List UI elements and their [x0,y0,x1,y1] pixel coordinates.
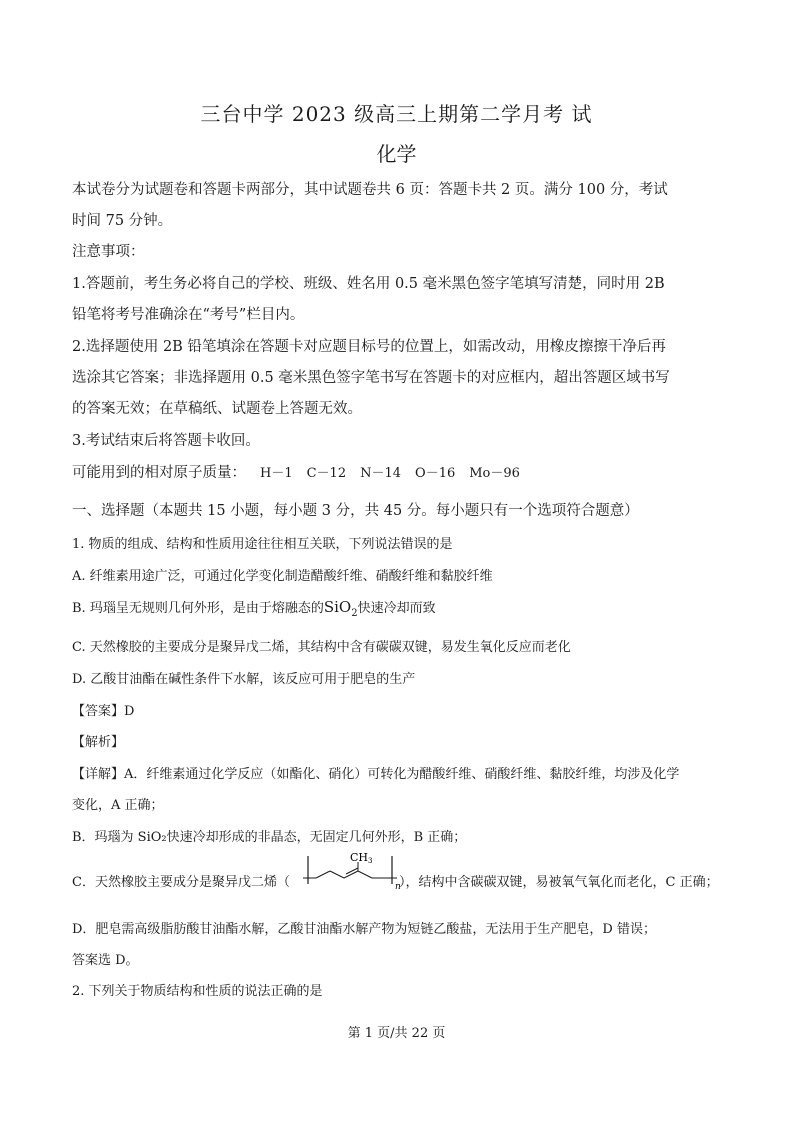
atomic-mass-o: O－16 [415,466,456,481]
notice-3: 3.考试结束后将答题卡收回。 [72,433,260,449]
atomic-mass-line [72,461,520,482]
detail-b: B．玛瑙为 SiO₂快速冷却形成的非晶态，无固定几何外形，B 正确； [72,830,467,845]
subject-title: 化学 [376,142,417,166]
question-1-option-b [72,597,436,619]
answer-value: D [124,704,135,719]
notice-title: 注意事项： [72,244,145,260]
ch3-label: CH [350,851,369,864]
detail-conclusion: 答案选 D。 [72,953,139,968]
detail-tag: 【详解】 [72,767,125,782]
sio2-formula: SiO$_2$ [323,598,358,619]
detail-d: D．肥皂需高级脂肪酸甘油酯水解，乙酸甘油酯水解产物为短链乙酸盐，无法用于生产肥皂，D 错误； [72,922,656,937]
option-b-text-pre: B. 玛瑙呈无规则几何外形，是由于熔融态的 [72,601,324,616]
detail-a-line-2: 变化，A 正确； [72,798,164,813]
atomic-mass-label: 可能用到的相对原子质量： [72,465,246,481]
intro-line-2: 时间 75 分钟。 [72,213,173,229]
page-footer: 第 1 页/共 22 页 [347,1026,446,1041]
question-1-option-c: C. 天然橡胶的主要成分是聚异戊二烯，其结构中含有碳碳双键，易发生氧化反应而老化 [72,640,571,655]
analysis-tag: 【解析】 [72,735,125,750]
polyisoprene-structure [302,850,402,890]
notice-2-line-2: 选涂其它答案；非选择题用 0.5 毫米黑色签字笔书写在答题卡的对应框内，超出答题区域书写 [72,370,670,386]
atomic-mass-mo: Mo－96 [469,466,520,481]
intro-line-1: 本试卷分为试题卷和答题卡两部分，其中试题卷共 6 页：答题卡共 2 页。满分 100 分，考试 [72,182,668,198]
notice-2-line-3: 的答案无效；在草稿纸、试题卷上答题无效。 [72,401,362,417]
answer-tag: 【答案】 [72,704,125,719]
detail-c-pre: C．天然橡胶主要成分是聚异戊二烯（ [72,875,290,890]
question-2-stem: 2. 下列关于物质结构和性质的说法正确的是 [72,984,323,999]
page-title: 三台中学 2023 级高三上期第二学月考 试 [200,102,593,126]
atomic-mass-n: N－14 [360,466,402,481]
atomic-mass-h: H－1 [260,466,293,481]
question-1-option-d: D. 乙酸甘油酯在碱性条件下水解，该反应可用于肥皂的生产 [72,672,416,687]
answer-line [72,700,134,719]
question-1-stem: 1. 物质的组成、结构和性质用途往往相互关联，下列说法错误的是 [72,537,453,552]
repeat-n-label: n [395,882,401,890]
detail-a-line-1: 【详解】A．纤维素通过化学反应（如酯化、硝化）可转化为醋酸纤维、硝酸纤维、黏胶纤维，均涉及化学 [72,767,680,782]
notice-2-line-1: 2.选择题使用 2B 铅笔填涂在答题卡对应题目标号的位置上，如需改动，用橡皮擦擦干净后再 [72,339,666,355]
notice-1-line-1: 1.答题前，考生务必将自己的学校、班级、姓名用 0.5 毫米黑色签字笔填写清楚，同时用 2B [72,276,665,292]
ch3-subscript: 3 [368,857,373,865]
atomic-mass-c: C－12 [306,466,347,481]
section-heading: 一、选择题（本题共 15 小题，每小题 3 分，共 45 分。每小题只有一个选项符合题意） [72,503,639,519]
notice-1-line-2: 铅笔将考号准确涂在“考号”栏目内。 [72,307,305,323]
option-b-text-post: 快速冷却而致 [357,601,436,616]
detail-c-post: ），结构中含碳碳双键，易被氧气氧化而老化，C 正确； [399,875,719,890]
question-1-option-a: A. 纤维素用途广泛，可通过化学变化制造醋酸纤维、硝酸纤维和黏胶纤维 [72,569,493,584]
